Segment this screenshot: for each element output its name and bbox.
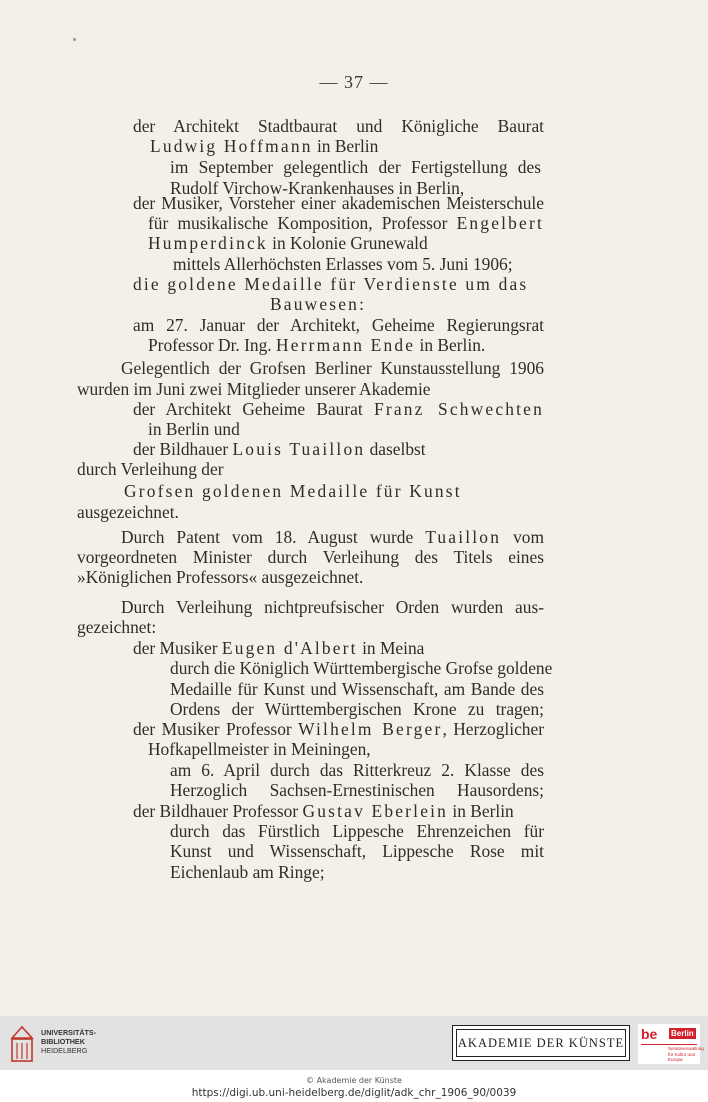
spaced-name: Engelbert [456, 213, 544, 233]
text-segment: Professor Dr. Ing. [148, 335, 277, 355]
text-line [121, 597, 544, 617]
spaced-name: die goldene Medaille für Verdienste um das [133, 274, 529, 294]
text-line [77, 617, 156, 637]
copyright-notice: © Akademie der Künste [306, 1076, 402, 1085]
text-line [173, 254, 513, 274]
text-line [133, 638, 424, 658]
text-line [148, 335, 485, 355]
heidelberg-library-logo-icon[interactable] [8, 1024, 36, 1064]
text-segment: der Architekt Geheime Baurat [133, 399, 374, 419]
text-segment: durch die Königlich Württembergische Grofse goldene [170, 658, 553, 678]
be-logo-rule [641, 1044, 697, 1045]
text-line [77, 459, 224, 479]
viewer-footer [0, 1016, 708, 1102]
spaced-name: Bauwesen: [270, 294, 367, 314]
text-segment: »Königlichen Professors« ausgezeichnet. [77, 567, 364, 587]
text-segment: Durch Patent vom 18. August wurde [121, 527, 426, 547]
spaced-name: Gustav Eberlein [302, 801, 449, 821]
text-line [77, 379, 431, 399]
text-line [133, 315, 544, 335]
text-segment: , Herzoglicher [442, 719, 544, 739]
text-line [170, 157, 541, 177]
text-segment: in Berlin [448, 801, 514, 821]
text-line [133, 399, 544, 419]
text-line [77, 567, 363, 587]
be-logo-berlin: Berlin [671, 1029, 694, 1038]
text-segment: vorgeordneten Minister durch Verleihung des Titels eines [77, 547, 544, 567]
text-segment: Ordens der Württembergischen Krone zu tragen; [170, 699, 544, 719]
text-segment: in Berlin. [415, 335, 486, 355]
text-line [133, 116, 544, 136]
be-logo-mark: be [641, 1026, 658, 1042]
spaced-name: Humperdinck [148, 233, 268, 253]
text-line [148, 213, 544, 233]
spaced-name: Wilhelm Berger [298, 719, 443, 739]
text-segment: der Bildhauer [133, 439, 233, 459]
text-segment: wurden im Juni zwei Mitglieder unserer Akademie [77, 379, 431, 399]
text-segment: für musikalische Komposition, Professor [148, 213, 457, 233]
text-line [148, 233, 428, 253]
text-segment: Medaille für Kunst und Wissenschaft, am Bande des [170, 679, 544, 699]
text-segment: Kunst und Wissenschaft, Lippesche Rose mit [170, 841, 544, 861]
text-line [77, 502, 179, 522]
spaced-name: Herrmann Ende [276, 335, 416, 355]
text-segment: gezeichnet: [77, 617, 157, 637]
text-segment: mittels Allerhöchsten Erlasses vom 5. Juni 1906; [173, 254, 513, 274]
text-segment: Durch Verleihung nichtpreufsischer Orden wurden aus- [121, 597, 544, 617]
text-line [121, 527, 544, 547]
text-segment: Hofkapellmeister in Meiningen, [148, 739, 371, 759]
spaced-name: Eugen d'Albert [221, 638, 358, 658]
be-berlin-logo[interactable] [638, 1024, 704, 1064]
text-line [148, 419, 240, 439]
text-segment: in Meina [357, 638, 425, 658]
text-line [170, 679, 544, 699]
be-logo-subtitle: Senatsverwaltung für Kultur und Europa [668, 1046, 704, 1062]
text-segment: der Musiker [133, 638, 222, 658]
permalink-url[interactable]: https://digi.ub.uni-heidelberg.de/diglit/adk_chr_1906_90/0039 [191, 1087, 517, 1099]
text-line [170, 862, 325, 882]
footer-logo-bar [0, 1016, 708, 1070]
spaced-name: Grofsen goldenen Medaille für Kunst [124, 481, 462, 501]
text-segment: ausgezeichnet. [77, 502, 179, 522]
text-segment: der Architekt Stadtbaurat und Königliche Baurat [133, 116, 544, 136]
text-line [170, 658, 553, 678]
text-line [133, 801, 514, 821]
text-line [170, 821, 544, 841]
text-segment: Gelegentlich der Grofsen Berliner Kunstausstellung 1906 [121, 358, 544, 378]
text-line [77, 547, 544, 567]
page-number: — 37 — [319, 72, 389, 92]
text-line [170, 760, 544, 780]
text-line [150, 136, 378, 156]
text-line [133, 274, 528, 294]
text-segment: in Kolonie Grunewald [267, 233, 428, 253]
text-line [133, 439, 426, 459]
text-segment: durch das Fürstlich Lippesche Ehrenzeichen für [170, 821, 544, 841]
text-segment: durch Verleihung der [77, 459, 224, 479]
library-name[interactable]: UNIVERSITÄTS- BIBLIOTHEK HEIDELBERG [41, 1028, 97, 1055]
text-line [121, 358, 544, 378]
text-line [124, 481, 462, 501]
text-line [170, 699, 544, 719]
text-segment: in Berlin [312, 136, 379, 156]
text-line [148, 739, 371, 759]
text-line [170, 780, 544, 800]
text-line [270, 294, 366, 314]
text-segment: der Musiker Professor [133, 719, 299, 739]
text-segment: in Berlin und [148, 419, 240, 439]
text-line [133, 719, 544, 739]
text-segment: Eichenlaub am Ringe; [170, 862, 325, 882]
text-segment: der Musiker, Vorsteher einer akademischen Meisterschule [133, 193, 544, 213]
spaced-name: Louis Tuaillon [232, 439, 366, 459]
text-line [133, 193, 544, 213]
text-segment: vom [501, 527, 545, 547]
text-segment: am 6. April durch das Ritterkreuz 2. Klasse des [170, 760, 544, 780]
text-segment: daselbst [365, 439, 426, 459]
akademie-logo[interactable] [452, 1025, 630, 1061]
text-segment: der Bildhauer Professor [133, 801, 303, 821]
paper-speck [73, 38, 76, 41]
text-segment: Herzoglich Sachsen-Ernestinischen Hausordens; [170, 780, 544, 800]
text-segment: im September gelegentlich der Fertigstellung des [170, 157, 541, 177]
spaced-name: Ludwig Hoffmann [150, 136, 313, 156]
text-line [170, 841, 544, 861]
text-segment: am 27. Januar der Architekt, Geheime Regierungsrat [133, 315, 544, 335]
spaced-name: Franz Schwechten [373, 399, 544, 419]
spaced-name: Tuaillon [425, 527, 502, 547]
akademie-logo-label: AKADEMIE DER KÜNSTE [456, 1029, 626, 1057]
text-segment: Rudolf Virchow-Krankenhauses in Berlin, [170, 178, 465, 198]
